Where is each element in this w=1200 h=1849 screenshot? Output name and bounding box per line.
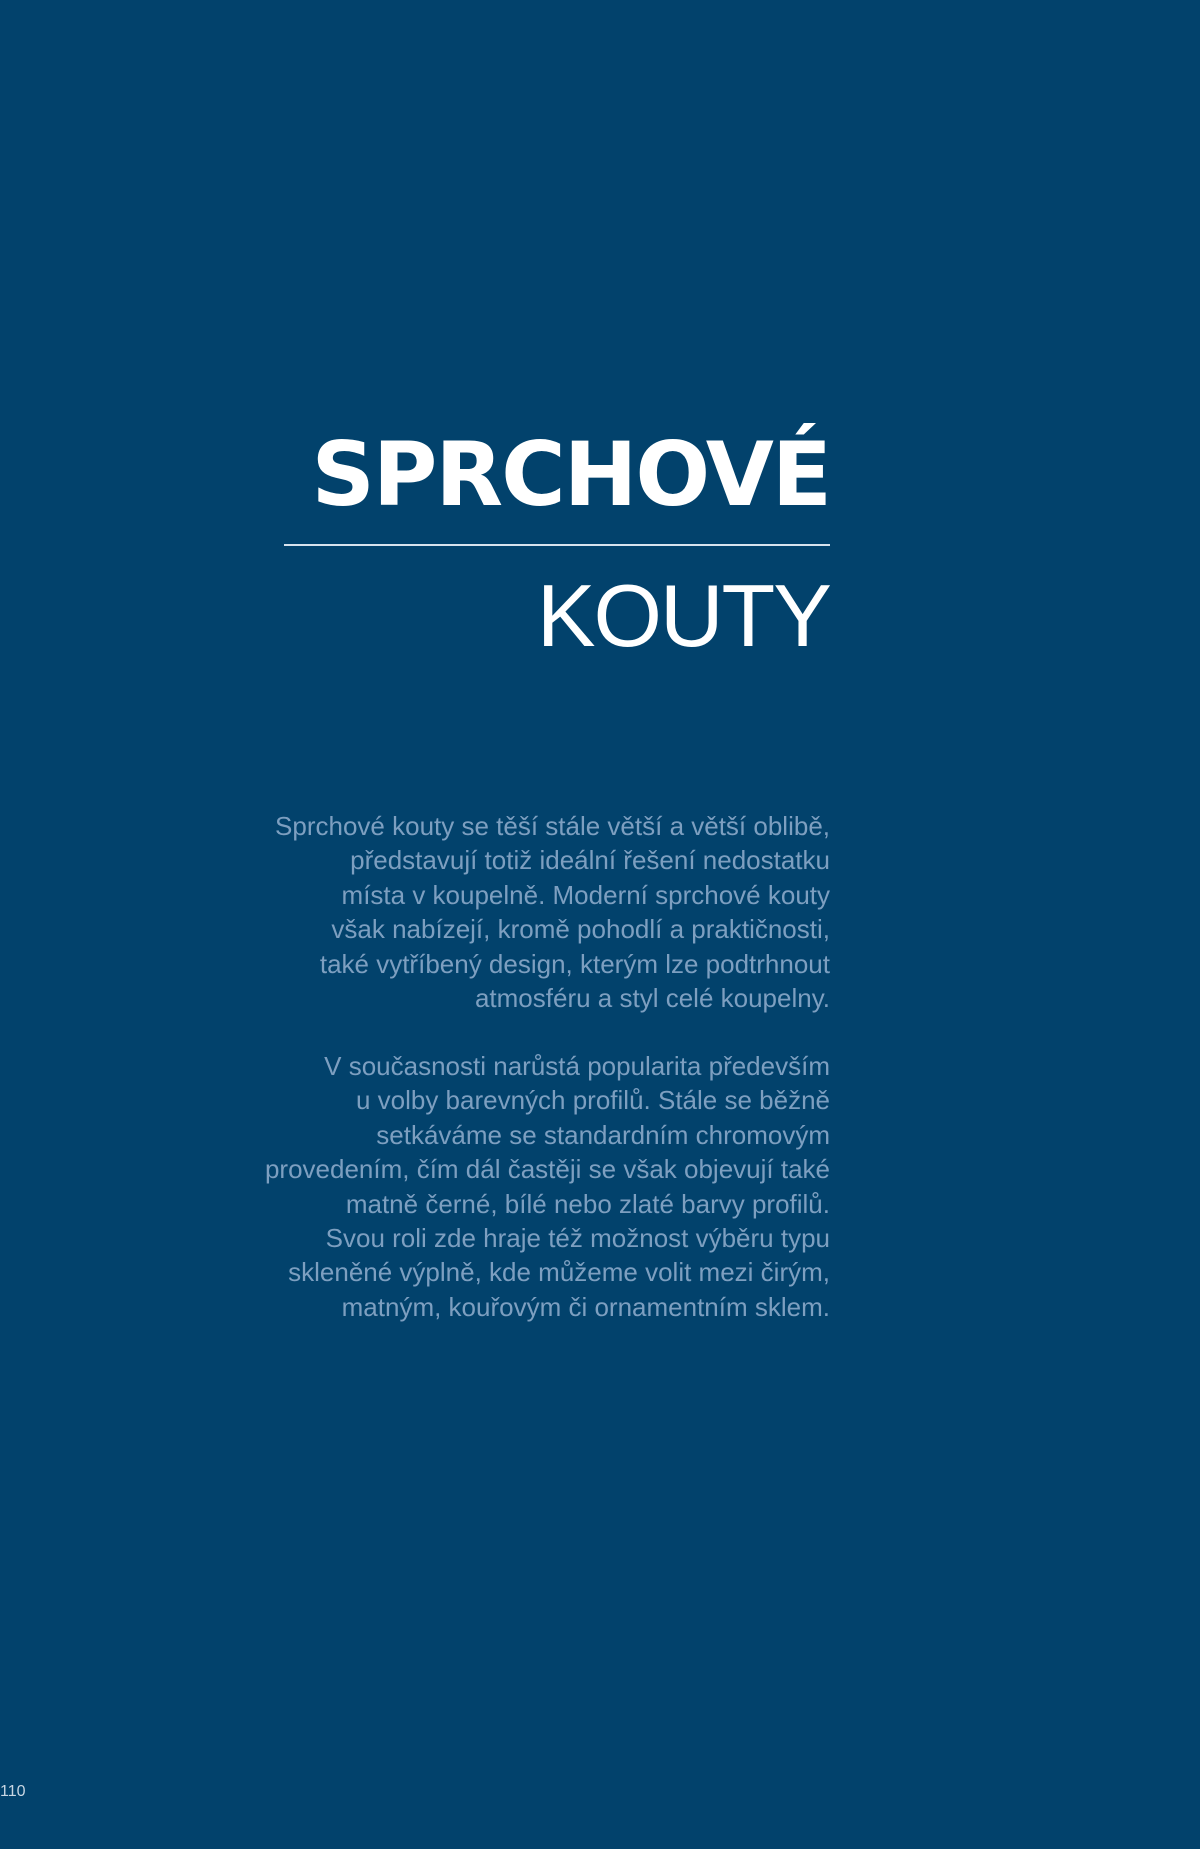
paragraph-line: V současnosti narůstá popularita především	[324, 1051, 830, 1081]
paragraph-line: místa v koupelně. Moderní sprchové kouty	[341, 879, 830, 910]
heading-sub: KOUTY	[536, 566, 830, 665]
paragraph-line: matným, kouřovým či ornamentním sklem.	[341, 1291, 830, 1322]
paragraph-2	[262, 1049, 830, 1324]
paragraph-line: také vytříbený design, kterým lze podtrhnout	[319, 948, 830, 979]
paragraph-line: atmosféru a styl celé koupelny.	[474, 983, 830, 1014]
paragraph-line: Sprchové kouty se těší stále větší a větší oblibě,	[275, 811, 830, 841]
paragraph-line: však nabízejí, kromě pohodlí a praktičnosti,	[331, 914, 830, 945]
paragraph-line: setkáváme se standardním chromovým	[376, 1119, 830, 1150]
paragraph-line: provedením, čím dál častěji se však objevují také	[264, 1154, 830, 1185]
paragraph-1	[262, 809, 830, 1015]
paragraph-line: u volby barevných profilů. Stále se běžně	[355, 1085, 830, 1116]
heading-main: SPRCHOVÉ	[311, 423, 830, 526]
paragraph-line: Svou roli zde hraje též možnost výběru typu	[325, 1223, 830, 1254]
heading-block	[284, 420, 830, 666]
paragraph-line: matně černé, bílé nebo zlaté barvy profilů.	[345, 1188, 830, 1219]
page-number: 110	[0, 1783, 26, 1800]
heading-divider	[284, 544, 830, 546]
paragraph-line: představují totiž ideální řešení nedostatku	[350, 845, 830, 876]
paragraph-line: skleněné výplně, kde můžeme volit mezi čirým,	[288, 1257, 830, 1288]
